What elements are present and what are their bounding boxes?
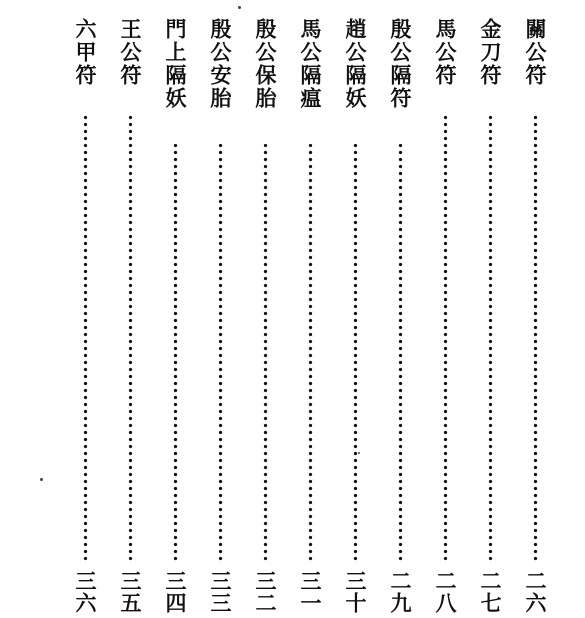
toc-entry-ma-gong-ge-wen [295, 18, 325, 614]
entry-page-number: 三一 [298, 570, 323, 614]
entry-page-number: 二八 [433, 570, 458, 614]
entry-title: 金刀符 [478, 18, 503, 87]
entry-title: 關公符 [523, 18, 548, 87]
entry-page-number: 三四 [163, 570, 188, 614]
toc-entry-men-shang-ge-yao [160, 18, 190, 614]
toc-entry-yin-gong-ge-fu [385, 18, 415, 614]
entry-title: 馬公符 [433, 18, 458, 87]
toc-entry-yin-gong-bao-tai [250, 18, 280, 614]
dot-leader [308, 144, 313, 562]
entry-title: 六甲符 [73, 18, 98, 87]
entry-page-number: 三五 [118, 570, 143, 614]
toc-entry-yin-gong-an-tai [205, 18, 235, 614]
entry-title: 馬公隔瘟 [298, 18, 323, 110]
dot-leader [488, 112, 493, 562]
toc-entry-wang-gong-fu [115, 18, 145, 614]
dot-leader [398, 144, 403, 562]
entry-title: 趙公隔妖 [343, 18, 368, 110]
dot-leader [443, 112, 448, 562]
dot-leader [533, 112, 538, 562]
entry-page-number: 三三 [208, 570, 233, 614]
toc-entry-liu-jia-fu [70, 18, 100, 614]
toc-entry-jin-dao-fu [475, 18, 505, 614]
entry-page-number: 二七 [478, 570, 503, 614]
entry-title: 殷公隔符 [388, 18, 413, 110]
entry-page-number: 三六 [73, 570, 98, 614]
toc-entry-ma-gong-fu [430, 18, 460, 614]
toc-entry-guan-gong-fu [520, 18, 550, 614]
entry-title: 王公符 [118, 18, 143, 87]
entry-page-number: 三二 [253, 570, 278, 614]
dot-leader [353, 144, 358, 562]
entry-page-number: 二六 [523, 570, 548, 614]
toc-entry-zhao-gong-ge-yao [340, 18, 370, 614]
entry-title: 門上隔妖 [163, 18, 188, 110]
entry-title: 殷公保胎 [253, 18, 278, 110]
entry-page-number: 二九 [388, 570, 413, 614]
entry-page-number: 三十 [343, 570, 368, 614]
dot-leader [173, 144, 178, 562]
dot-leader [128, 112, 133, 562]
dot-leader [263, 144, 268, 562]
scan-speck [40, 478, 43, 481]
dot-leader [83, 112, 88, 562]
dot-leader [218, 144, 223, 562]
scan-speck [358, 452, 360, 454]
scan-speck [238, 6, 241, 9]
entry-title: 殷公安胎 [208, 18, 233, 110]
